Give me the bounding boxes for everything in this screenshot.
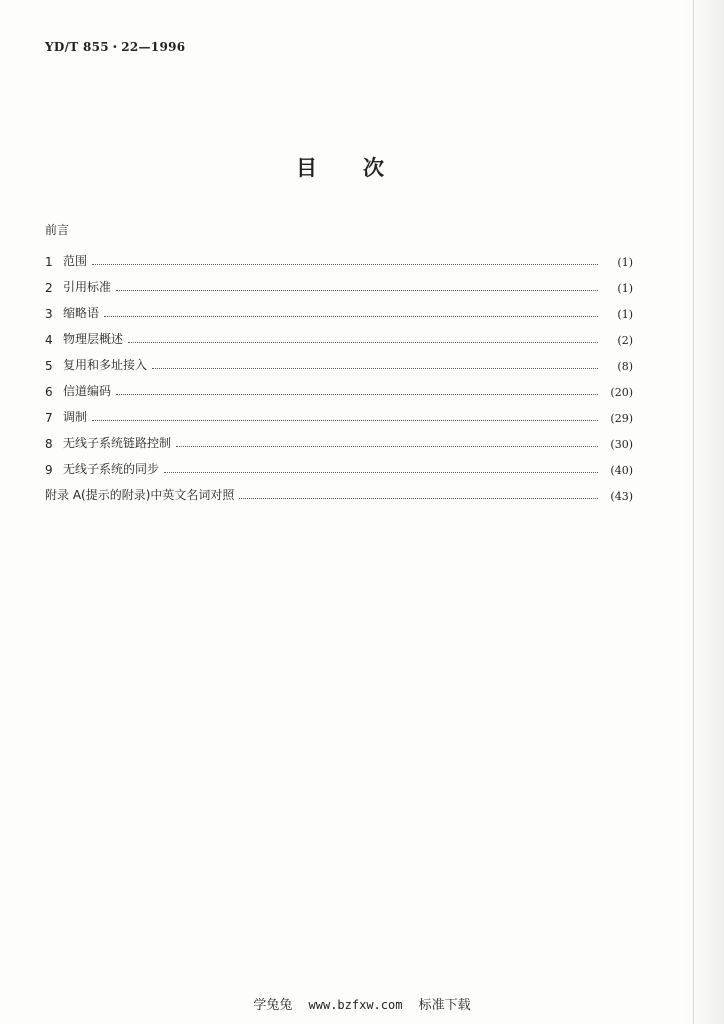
toc-page: (29) xyxy=(610,412,633,425)
toc-row xyxy=(45,373,633,399)
toc-page: (1) xyxy=(617,308,633,321)
toc-page: (43) xyxy=(610,490,633,503)
toc-page: (30) xyxy=(610,438,633,451)
toc-label: 复用和多址接入 xyxy=(63,358,148,372)
toc-leader xyxy=(152,368,598,369)
toc-row xyxy=(45,477,633,503)
toc-label: 范围 xyxy=(63,254,88,268)
footer-tagline: 标准下载 xyxy=(418,998,471,1013)
toc-row xyxy=(45,347,633,373)
toc-number: 5 xyxy=(45,359,53,373)
toc-number: 7 xyxy=(45,411,53,425)
toc-leader xyxy=(164,472,598,473)
page-title xyxy=(0,152,680,182)
toc-row xyxy=(45,425,633,451)
toc-page: (8) xyxy=(617,360,633,373)
toc-label: 无线子系统的同步 xyxy=(63,462,160,476)
footer-url-link[interactable]: www.bzfxw.com xyxy=(308,998,403,1012)
toc-page: (2) xyxy=(617,334,633,347)
toc-number: 4 xyxy=(45,333,53,347)
toc-number: 8 xyxy=(45,437,53,451)
title-char-2: 次 xyxy=(363,156,384,180)
toc-label: 信道编码 xyxy=(63,384,112,398)
toc-leader xyxy=(116,290,598,291)
toc-label: 引用标准 xyxy=(63,280,112,294)
toc-row xyxy=(45,399,633,425)
page-edge-line xyxy=(693,0,694,1024)
toc-number: 6 xyxy=(45,385,53,399)
toc-label: 调制 xyxy=(63,410,88,424)
toc-leader xyxy=(116,394,598,395)
footer-watermark xyxy=(0,994,724,1013)
toc-row xyxy=(45,295,633,321)
toc-page: (40) xyxy=(610,464,633,477)
toc-page: (1) xyxy=(617,256,633,269)
toc-label: 附录 A(提示的附录)中英文名词对照 xyxy=(45,488,235,502)
toc-label: 物理层概述 xyxy=(63,332,124,346)
toc-leader xyxy=(239,498,598,499)
toc-number: 2 xyxy=(45,281,53,295)
toc-page: (1) xyxy=(617,282,633,295)
document-code: YD/T 855・22—1996 xyxy=(45,40,186,54)
title-char-1: 目 xyxy=(296,156,317,180)
toc-number: 9 xyxy=(45,463,53,477)
toc-leader xyxy=(104,316,598,317)
toc-row xyxy=(45,321,633,347)
toc-row xyxy=(45,451,633,477)
toc-page: (20) xyxy=(610,386,633,399)
toc-label: 缩略语 xyxy=(63,306,100,320)
toc-row xyxy=(45,269,633,295)
toc-row xyxy=(45,243,633,269)
toc-number: 3 xyxy=(45,307,53,321)
toc-leader xyxy=(128,342,598,343)
toc-leader xyxy=(176,446,598,447)
toc-preface: 前言 xyxy=(45,223,70,237)
toc-number: 1 xyxy=(45,255,53,269)
footer-site-name: 学兔兔 xyxy=(253,998,293,1013)
toc-label: 无线子系统链路控制 xyxy=(63,436,172,450)
table-of-contents xyxy=(45,243,633,503)
toc-leader xyxy=(92,264,598,265)
toc-leader xyxy=(92,420,598,421)
page-edge-shadow xyxy=(684,0,724,1024)
